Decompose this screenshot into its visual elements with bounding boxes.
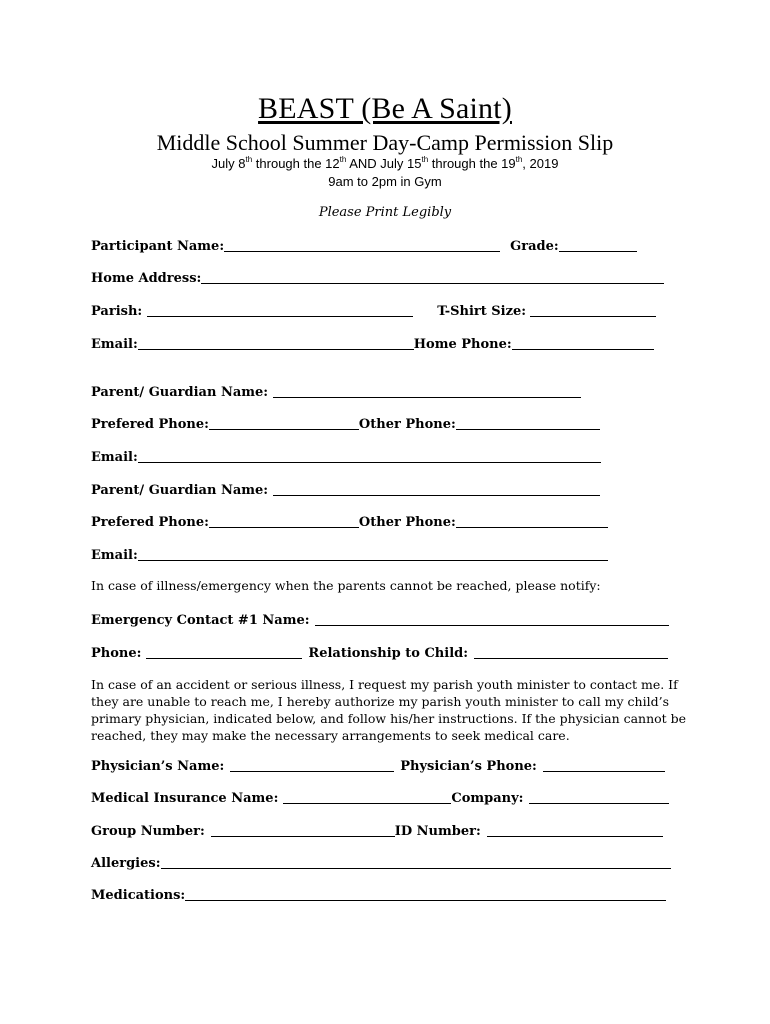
medications-row <box>91 885 666 903</box>
guardian2-email-label: Email: <box>91 548 138 563</box>
allergies-row <box>91 853 671 871</box>
participant-name-line[interactable] <box>224 237 500 252</box>
guardian2-name-line[interactable] <box>273 481 600 496</box>
parish-line[interactable] <box>147 302 413 317</box>
guardian1-phone-row <box>91 414 600 432</box>
insurance-row <box>91 788 669 806</box>
email-row <box>91 334 654 352</box>
id-number-label: ID Number: <box>394 824 481 839</box>
emergency-contact-name-label: Emergency Contact #1 Name: <box>91 613 310 628</box>
allergies-line[interactable] <box>161 854 671 869</box>
guardian1-email-row <box>91 447 601 465</box>
physician-phone-line[interactable] <box>543 757 665 772</box>
tshirt-size-label: T-Shirt Size: <box>437 304 527 319</box>
id-number-line[interactable] <box>487 822 663 837</box>
guardian1-name-row <box>91 382 581 400</box>
emergency-phone-line[interactable] <box>146 644 302 659</box>
parish-row <box>91 301 656 319</box>
form-title: BEAST (Be A Saint) <box>258 92 512 125</box>
physician-phone-label: Physician’s Phone: <box>400 759 537 774</box>
guardian1-name-line[interactable] <box>273 383 581 398</box>
parish-label: Parish: <box>91 304 143 319</box>
tshirt-size-line[interactable] <box>530 302 656 317</box>
insurance-name-label: Medical Insurance Name: <box>91 791 279 806</box>
home-address-row <box>91 268 664 286</box>
physician-name-line[interactable] <box>230 757 394 772</box>
guardian1-name-label: Parent/ Guardian Name: <box>91 385 269 400</box>
guardian2-name-row <box>91 480 600 498</box>
guardian2-other-phone-line[interactable] <box>456 513 608 528</box>
emergency-contact-row <box>91 610 669 628</box>
camp-dates: July 8th through the 12th AND July 15th through the 19th, 2019 <box>211 155 559 171</box>
group-number-line[interactable] <box>211 822 395 837</box>
guardian2-phone-row <box>91 512 608 530</box>
guardian1-email-label: Email: <box>91 450 138 465</box>
print-legibly-note: Please Print Legibly <box>318 205 452 220</box>
insurance-name-line[interactable] <box>283 789 451 804</box>
email-label: Email: <box>91 337 138 352</box>
emergency-phone-row <box>91 643 668 661</box>
physician-name-label: Physician’s Name: <box>91 759 225 774</box>
physician-row <box>91 756 665 774</box>
guardian1-pref-phone-line[interactable] <box>209 415 359 430</box>
guardian1-email-line[interactable] <box>138 448 601 463</box>
emergency-phone-label: Phone: <box>91 646 142 661</box>
medical-consent-paragraph: In case of an accident or serious illness, I request my parish youth minister to contact me. If they are unable to reach me, I hereby authorize my parish youth minister to call my child’s primary physician, indicated below, and follow his/her instructions. If the physician cannot be reached, they may make the necessary arrangements to seek medical care. <box>91 677 687 743</box>
guardian2-email-row <box>91 545 608 563</box>
medications-line[interactable] <box>185 886 666 901</box>
guardian2-email-line[interactable] <box>138 546 608 561</box>
guardian1-other-phone-line[interactable] <box>456 415 600 430</box>
group-number-label: Group Number: <box>91 824 205 839</box>
guardian2-pref-phone-label: Prefered Phone: <box>91 515 209 530</box>
company-label: Company: <box>451 791 524 806</box>
camp-time: 9am to 2pm in Gym <box>328 174 442 189</box>
emergency-intro-text: In case of illness/emergency when the parents cannot be reached, please notify: <box>91 578 601 593</box>
guardian2-other-phone-label: Other Phone: <box>358 515 456 530</box>
medications-label: Medications: <box>91 888 186 903</box>
guardian2-name-label: Parent/ Guardian Name: <box>91 483 269 498</box>
home-address-label: Home Address: <box>91 271 202 286</box>
grade-label: Grade: <box>510 239 559 254</box>
guardian1-other-phone-label: Other Phone: <box>358 417 456 432</box>
grade-line[interactable] <box>559 237 637 252</box>
home-phone-label: Home Phone: <box>413 337 512 352</box>
email-line[interactable] <box>138 335 414 350</box>
participant-row <box>91 236 637 254</box>
group-id-row <box>91 821 663 839</box>
company-line[interactable] <box>529 789 669 804</box>
home-phone-line[interactable] <box>512 335 654 350</box>
guardian1-pref-phone-label: Prefered Phone: <box>91 417 209 432</box>
guardian2-pref-phone-line[interactable] <box>209 513 359 528</box>
relationship-label: Relationship to Child: <box>308 646 469 661</box>
relationship-line[interactable] <box>474 644 668 659</box>
home-address-line[interactable] <box>201 269 664 284</box>
participant-name-label: Participant Name: <box>91 239 225 254</box>
allergies-label: Allergies: <box>91 856 161 871</box>
emergency-contact-name-line[interactable] <box>315 611 669 626</box>
form-subtitle: Middle School Summer Day-Camp Permission Slip <box>156 130 614 155</box>
